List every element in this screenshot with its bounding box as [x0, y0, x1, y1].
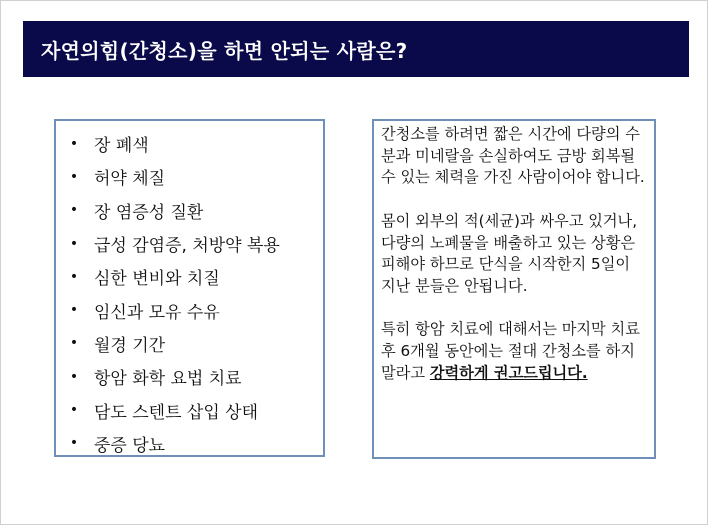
list-item-label: 담도 스텐트 삽입 상태 — [94, 402, 259, 423]
bullet-marker: • — [69, 335, 79, 352]
list-item — [56, 393, 280, 426]
list-item-label: 항암 화학 요법 치료 — [94, 369, 242, 390]
list-item — [56, 160, 280, 193]
list-item-label: 임신과 모유 수유 — [94, 302, 220, 323]
bullet-marker: • — [69, 135, 79, 152]
list-item — [56, 260, 280, 293]
explanation-paragraph-2: 몸이 외부의 적(세균)과 싸우고 있거나, 다량의 노폐물을 배출하고 있는 상황은 피해야 하므로 단식을 시작한지 5일이 지난 분들은 안됩니다. — [381, 211, 638, 295]
title-bar — [23, 21, 689, 77]
list-item — [56, 127, 280, 160]
list-item — [56, 427, 280, 460]
list-item — [56, 227, 280, 260]
list-item — [56, 194, 280, 227]
list-item-label: 허약 체질 — [94, 169, 166, 190]
contraindication-list — [56, 127, 280, 460]
explanation-paragraph-1: 간청소를 하려면 짧은 시간에 다량의 수분과 미네랄을 손실하여도 금방 회복될 수 있는 체력을 가진 사람이어야 합니다. — [381, 125, 645, 187]
list-item-label: 심한 변비와 치질 — [94, 269, 220, 290]
explanation-paragraph-3-text: 특히 항암 치료에 대해서는 마지막 치료 후 6개월 동안에는 절대 간청소를 하지 말라고 — [381, 320, 640, 382]
list-item — [56, 293, 280, 326]
bullet-marker: • — [69, 235, 79, 252]
list-item — [56, 360, 280, 393]
slide-title: 자연의힘(간청소)을 하면 안되는 사람은? — [41, 38, 408, 63]
explanation-paragraph-3 — [381, 319, 648, 384]
bullet-marker: • — [69, 368, 79, 385]
contraindication-list-box — [54, 119, 325, 457]
emphasis-text: 강력하게 권고드립니다. — [429, 363, 588, 382]
list-item-label: 중증 당뇨 — [94, 435, 166, 456]
list-item-label: 월경 기간 — [94, 335, 166, 356]
list-item — [56, 327, 280, 360]
bullet-marker: • — [69, 268, 79, 285]
bullet-marker: • — [69, 435, 79, 452]
list-item-label: 장 염증성 질환 — [94, 202, 204, 223]
bullet-marker: • — [69, 402, 79, 419]
explanation-text-box — [372, 119, 656, 459]
bullet-marker: • — [69, 302, 79, 319]
bullet-marker: • — [69, 168, 79, 185]
list-item-label: 장 폐색 — [94, 136, 149, 157]
bullet-marker: • — [69, 202, 79, 219]
list-item-label: 급성 감염증, 처방약 복용 — [94, 236, 280, 257]
